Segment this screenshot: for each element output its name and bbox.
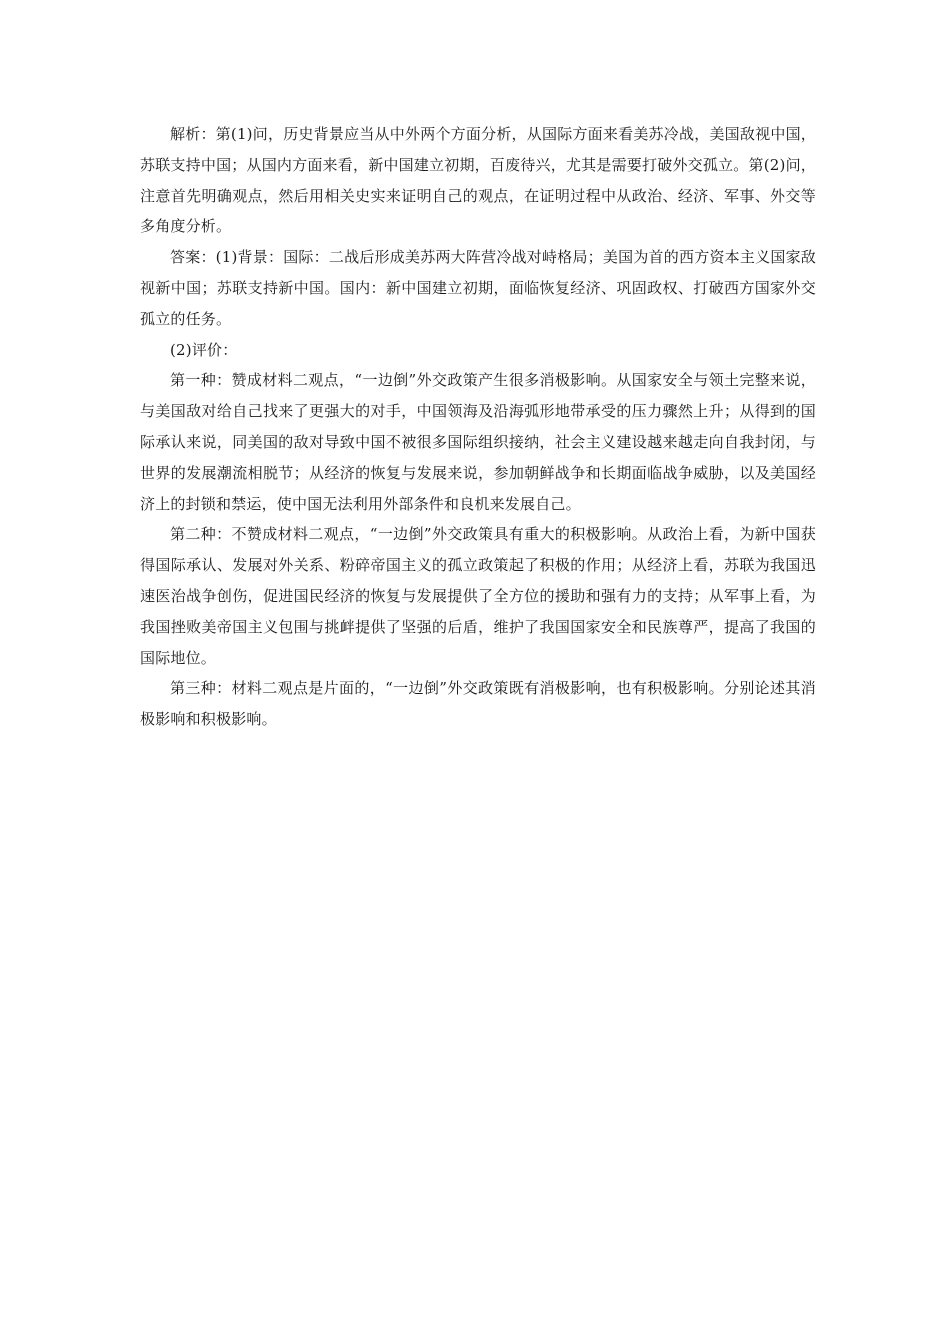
evaluation-third-view: 第三种：材料二观点是片面的，“一边倒”外交政策既有消极影响，也有积极影响。分别论述其消极影响和积极影响。 <box>140 679 816 729</box>
analysis-paragraph: 解析：第(1)问，历史背景应当从中外两个方面分析，从国际方面来看美苏冷战，美国敌视中国，苏联支持中国；从国内方面来看，新中国建立初期，百废待兴，尤其是需要打破外交孤立。第(2)问，注意首先明确观点，然后用相关史实来证明自己的观点，在证明过程中从政治、经济、军事、外交等多角度分析。 <box>140 125 816 236</box>
evaluation-heading: (2)评价： <box>170 340 238 359</box>
document-body <box>140 119 816 735</box>
evaluation-first-view: 第一种：赞成材料二观点，“一边倒”外交政策产生很多消极影响。从国家安全与领土完整来说，与美国敌对给自己找来了更强大的对手，中国领海及沿海弧形地带承受的压力骤然上升；从得到的国际承认来说，同美国的敌对导致中国不被很多国际组织接纳，社会主义建设越来越走向自我封闭，与世界的发展潮流相脱节；从经济的恢复与发展来说，参加朝鲜战争和长期面临战争威胁，以及美国经济上的封锁和禁运，使中国无法利用外部条件和良机来发展自己。 <box>140 371 816 513</box>
answer-background-paragraph: 答案：(1)背景：国际：二战后形成美苏两大阵营冷战对峙格局；美国为首的西方资本主义国家敌视新中国；苏联支持新中国。国内：新中国建立初期，面临恢复经济、巩固政权、打破西方国家外交孤立的任务。 <box>140 248 816 328</box>
evaluation-second-view: 第二种：不赞成材料二观点，“一边倒”外交政策具有重大的积极影响。从政治上看，为新中国获得国际承认、发展对外关系、粉碎帝国主义的孤立政策起了积极的作用；从经济上看，苏联为我国迅速医治战争创伤，促进国民经济的恢复与发展提供了全方位的援助和强有力的支持；从军事上看，为我国挫败美帝国主义包围与挑衅提供了坚强的后盾，维护了我国国家安全和民族尊严，提高了我国的国际地位。 <box>140 525 816 667</box>
